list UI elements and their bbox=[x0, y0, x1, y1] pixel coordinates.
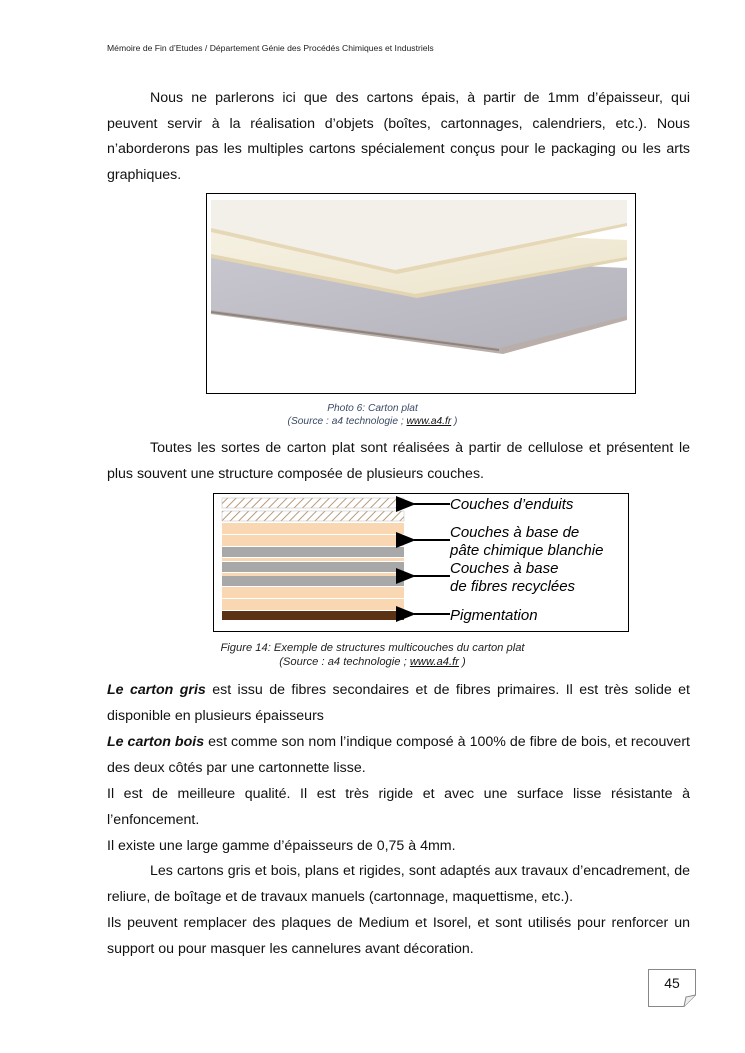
carton-sheets-illustration bbox=[207, 194, 635, 393]
text-carton-bois: est comme son nom l’indique composé à 100% de fibre de bois, et recouvert des deux côtés par une cartonnette lisse. bbox=[107, 734, 690, 776]
paragraph-adaptes: Les cartons gris et bois, plans et rigides, sont adaptés aux travaux d’encadrement, de reliure, de boîtage et de travaux manuels (cartonnage, maquettisme, etc.). bbox=[107, 863, 690, 905]
layer-enduit-2 bbox=[222, 511, 404, 521]
running-header: Mémoire de Fin d’Etudes / Département Génie des Procédés Chimiques et Industriels bbox=[107, 43, 434, 53]
figure-caption-source bbox=[0, 655, 745, 669]
paragraph-qualite: Il est de meilleure qualité. Il est très rigide et avec une surface lisse résistante à l’enfoncement. bbox=[107, 786, 690, 828]
paragraph-gamme: Il existe une large gamme d’épaisseurs de 0,75 à 4mm. bbox=[107, 838, 456, 854]
figure-source-link[interactable]: www.a4.fr bbox=[409, 656, 459, 668]
layer-fibre-1 bbox=[222, 547, 404, 557]
photo-source-suffix: ) bbox=[451, 416, 458, 427]
layer-pate-1 bbox=[222, 523, 404, 534]
label-fibres-2: de fibres recyclées bbox=[450, 578, 576, 595]
label-pate-2: pâte chimique blanchie bbox=[450, 542, 604, 559]
layer-fibre-3 bbox=[222, 576, 404, 586]
text-carton-gris: est issu de fibres secondaires et de fibres primaires. Il est très solide et disponible en plusieurs épaisseurs bbox=[107, 682, 690, 724]
figure-source-suffix: ) bbox=[458, 656, 466, 668]
photo-source-link[interactable]: www.a4.fr bbox=[406, 416, 452, 427]
layer-pate-2 bbox=[222, 535, 404, 546]
layer-pate-3 bbox=[222, 558, 404, 561]
photo-caption-title: Photo 6: Carton plat bbox=[327, 403, 418, 414]
paragraph-carton-gris bbox=[107, 678, 690, 729]
term-carton-bois: Le carton bois bbox=[107, 734, 205, 750]
layer-pate-6 bbox=[222, 599, 404, 610]
layer-fibre-2 bbox=[222, 562, 404, 572]
photo-source-prefix: (Source : a4 technologie ; bbox=[287, 416, 407, 427]
layer-pate-5 bbox=[222, 587, 404, 598]
term-carton-gris: Le carton gris bbox=[107, 682, 206, 698]
figure-multilayer-structure bbox=[213, 493, 629, 632]
paragraph-carton-bois bbox=[107, 730, 690, 781]
layer-pate-4 bbox=[222, 573, 404, 576]
photo-caption-source bbox=[0, 415, 745, 428]
layer-pigmentation bbox=[222, 611, 404, 620]
figure-source-prefix: (Source : a4 technologie ; bbox=[279, 656, 410, 668]
photo-carton-plat bbox=[206, 193, 636, 394]
label-pigmentation: Pigmentation bbox=[450, 607, 538, 624]
page-number: 45 bbox=[664, 975, 680, 991]
label-enduits: Couches d’enduits bbox=[450, 496, 574, 513]
paragraph-medium: Ils peuvent remplacer des plaques de Medium et Isorel, et sont utilisés pour renforcer un support ou pour masquer les cannelures avant décoration. bbox=[107, 915, 690, 957]
label-pate-1: Couches à base de bbox=[450, 524, 580, 541]
page-number-box bbox=[648, 969, 696, 1007]
paragraph-structure: Toutes les sortes de carton plat sont réalisées à partir de cellulose et présentent le plus souvent une structure composée de plusieurs couches. bbox=[107, 440, 690, 482]
layer-diagram bbox=[214, 494, 628, 631]
figure-caption-title: Figure 14: Exemple de structures multicouches du carton plat bbox=[220, 642, 525, 654]
layer-enduit-1 bbox=[222, 498, 404, 508]
paragraph-intro: Nous ne parlerons ici que des cartons épais, à partir de 1mm d’épaisseur, qui peuvent servir à la réalisation d’objets (boîtes, cartonnages, calendriers, etc.). Nous n’aborderons pas les multiples cartons spécialement conçus pour le packaging ou les arts graphiques. bbox=[107, 90, 690, 183]
label-fibres-1: Couches à base bbox=[450, 560, 559, 577]
